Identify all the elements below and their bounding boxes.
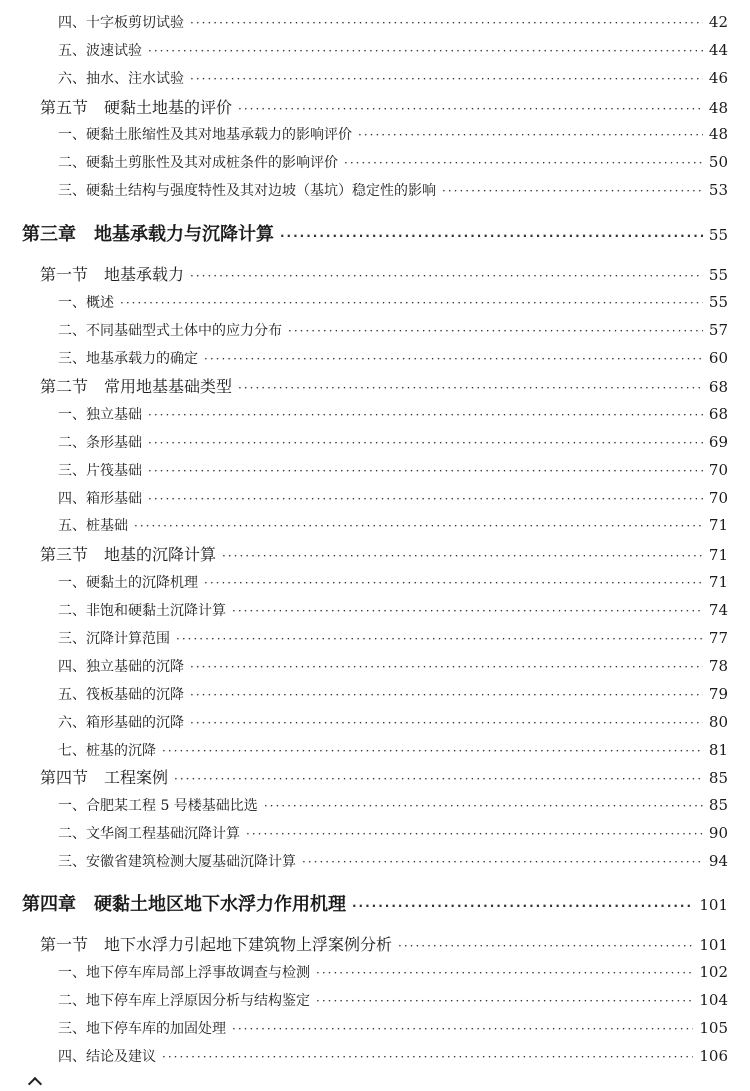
toc-entry-title: 三、安徽省建筑检测大厦基础沉降计算 — [58, 854, 296, 870]
toc-entry — [58, 962, 728, 982]
toc-entry-title: 三、沉降计算范围 — [58, 631, 170, 647]
toc-entry-title: 四、结论及建议 — [58, 1049, 156, 1065]
dot-leader — [148, 408, 703, 422]
toc-entry-page: 102 — [699, 963, 728, 981]
toc-entry — [58, 990, 728, 1010]
toc-entry-page: 105 — [699, 1019, 728, 1037]
toc-entry-title: 六、箱形基础的沉降 — [58, 715, 184, 731]
toc-section-title: 第一节 地下水浮力引起地下建筑物上浮案例分析 — [40, 935, 393, 954]
dot-leader — [134, 519, 703, 533]
toc-entry — [58, 68, 728, 88]
toc-entry-page: 94 — [708, 852, 728, 870]
dot-leader — [316, 994, 693, 1008]
toc-entry-title: 二、非饱和硬黏土沉降计算 — [58, 603, 226, 619]
toc-entry-page: 46 — [708, 69, 728, 87]
toc-entry-title: 一、合肥某工程 5 号楼基础比选 — [58, 798, 258, 814]
dot-leader — [120, 296, 703, 310]
dot-leader — [190, 660, 703, 674]
toc-entry — [58, 12, 728, 32]
toc-entry — [58, 628, 728, 648]
toc-entry-title: 二、文华阁工程基础沉降计算 — [58, 826, 240, 842]
toc-entry-page: 50 — [708, 153, 728, 171]
dot-leader — [246, 827, 703, 841]
toc-entry-title: 三、硬黏土结构与强度特性及其对边坡（基坑）稳定性的影响 — [58, 183, 436, 199]
dot-leader — [148, 436, 703, 450]
dot-leader — [344, 156, 703, 170]
dot-leader — [204, 576, 703, 590]
dot-leader — [280, 229, 703, 243]
dot-leader — [148, 44, 703, 58]
toc-entry-page: 106 — [699, 1047, 728, 1065]
toc-entry — [58, 460, 728, 480]
toc-entry-title: 五、波速试验 — [58, 43, 142, 59]
toc-section-title: 第五节 硬黏土地基的评价 — [40, 98, 233, 117]
dot-leader — [176, 632, 703, 646]
toc-entry-page: 104 — [699, 991, 728, 1009]
toc-section-title: 第二节 常用地基基础类型 — [40, 377, 233, 396]
toc-entry-page: 77 — [708, 629, 728, 647]
toc-entry — [58, 572, 728, 592]
toc-entry-page: 42 — [708, 13, 728, 31]
toc-section-title: 第三节 地基的沉降计算 — [40, 545, 217, 564]
toc-entry-title: 三、地基承载力的确定 — [58, 351, 198, 367]
dot-leader — [148, 464, 703, 478]
toc-chapter — [22, 220, 728, 246]
toc-chapter-title: 第四章 硬黏土地区地下水浮力作用机理 — [22, 894, 346, 915]
toc-entry — [58, 600, 728, 620]
toc-entry-page: 90 — [708, 824, 728, 842]
toc-entry-title: 四、箱形基础 — [58, 491, 142, 507]
dot-leader — [190, 72, 703, 86]
toc-entry-page: 53 — [708, 181, 728, 199]
toc-section — [40, 95, 728, 118]
toc-entry-title: 一、地下停车库局部上浮事故调查与检测 — [58, 965, 310, 981]
dot-leader — [190, 716, 703, 730]
toc-entry-title: 二、不同基础型式土体中的应力分布 — [58, 323, 282, 339]
dot-leader — [288, 324, 703, 338]
dot-leader — [204, 352, 703, 366]
toc-entry — [58, 348, 728, 368]
dot-leader — [398, 939, 693, 953]
toc-entry-title: 一、概述 — [58, 295, 114, 311]
toc-entry — [58, 432, 728, 452]
dot-leader — [238, 381, 703, 395]
toc-section-title: 第一节 地基承载力 — [40, 265, 185, 284]
toc-entry — [58, 656, 728, 676]
page-corner-mark-icon — [28, 1077, 42, 1091]
toc-section — [40, 765, 728, 788]
toc-section — [40, 262, 728, 285]
toc-entry — [58, 292, 728, 312]
toc-chapter-title: 第三章 地基承载力与沉降计算 — [22, 224, 274, 245]
toc-section-page: 55 — [708, 266, 728, 284]
toc-entry-title: 四、十字板剪切试验 — [58, 15, 184, 31]
toc-entry — [58, 684, 728, 704]
toc-section-page: 68 — [708, 378, 728, 396]
toc-entry — [58, 180, 728, 200]
dot-leader — [148, 492, 703, 506]
toc-entry-title: 二、硬黏土剪胀性及其对成桩条件的影响评价 — [58, 155, 338, 171]
toc-section-page: 71 — [708, 546, 728, 564]
dot-leader — [232, 1022, 693, 1036]
toc-entry-title: 五、桩基础 — [58, 518, 128, 534]
dot-leader — [162, 744, 703, 758]
toc-entry — [58, 795, 728, 815]
toc-entry-page: 80 — [708, 713, 728, 731]
dot-leader — [222, 549, 703, 563]
toc-entry-title: 四、独立基础的沉降 — [58, 659, 184, 675]
dot-leader — [358, 128, 703, 142]
dot-leader — [238, 102, 703, 116]
toc-entry — [58, 515, 728, 535]
toc-entry — [58, 488, 728, 508]
toc-entry-page: 70 — [708, 489, 728, 507]
toc-entry — [58, 152, 728, 172]
toc-entry-page: 60 — [708, 349, 728, 367]
toc-entry — [58, 851, 728, 871]
toc-entry-title: 五、筏板基础的沉降 — [58, 687, 184, 703]
toc-entry — [58, 712, 728, 732]
toc-entry-page: 71 — [708, 573, 728, 591]
toc-entry — [58, 823, 728, 843]
dot-leader — [442, 184, 703, 198]
dot-leader — [190, 269, 703, 283]
toc-entry-page: 69 — [708, 433, 728, 451]
toc-section — [40, 932, 728, 955]
toc-entry — [58, 404, 728, 424]
toc-chapter-page: 55 — [708, 226, 728, 244]
toc-entry — [58, 740, 728, 760]
toc-entry-page: 74 — [708, 601, 728, 619]
toc-entry-page: 57 — [708, 321, 728, 339]
toc-entry-page: 55 — [708, 293, 728, 311]
toc-entry-page: 71 — [708, 516, 728, 534]
toc-entry-page: 48 — [708, 125, 728, 143]
dot-leader — [232, 604, 703, 618]
dot-leader — [316, 966, 693, 980]
toc-section-page: 48 — [708, 99, 728, 117]
dot-leader — [352, 899, 693, 913]
toc-entry-title: 三、地下停车库的加固处理 — [58, 1021, 226, 1037]
toc-section-page: 85 — [708, 769, 728, 787]
toc-entry — [58, 124, 728, 144]
dot-leader — [264, 799, 703, 813]
toc-entry-title: 一、独立基础 — [58, 407, 142, 423]
toc-section — [40, 542, 728, 565]
dot-leader — [190, 688, 703, 702]
toc-entry-page: 70 — [708, 461, 728, 479]
toc-section — [40, 374, 728, 397]
toc-entry-title: 一、硬黏土胀缩性及其对地基承载力的影响评价 — [58, 127, 352, 143]
toc-entry-title: 一、硬黏土的沉降机理 — [58, 575, 198, 591]
toc-entry — [58, 1018, 728, 1038]
toc-entry — [58, 1046, 728, 1066]
dot-leader — [174, 772, 703, 786]
dot-leader — [162, 1050, 693, 1064]
toc-entry-page: 79 — [708, 685, 728, 703]
toc-chapter-page: 101 — [699, 896, 728, 914]
toc-section-page: 101 — [699, 936, 728, 954]
toc-entry-title: 七、桩基的沉降 — [58, 743, 156, 759]
toc-entry — [58, 320, 728, 340]
toc-entry-title: 六、抽水、注水试验 — [58, 71, 184, 87]
toc-entry-page: 44 — [708, 41, 728, 59]
toc-entry-page: 78 — [708, 657, 728, 675]
toc-entry-title: 二、条形基础 — [58, 435, 142, 451]
toc-chapter — [22, 890, 728, 916]
toc-entry — [58, 40, 728, 60]
dot-leader — [190, 16, 703, 30]
toc-entry-page: 85 — [708, 796, 728, 814]
toc-section-title: 第四节 工程案例 — [40, 768, 169, 787]
toc-entry-title: 二、地下停车库上浮原因分析与结构鉴定 — [58, 993, 310, 1009]
toc-entry-title: 三、片筏基础 — [58, 463, 142, 479]
dot-leader — [302, 855, 703, 869]
toc-entry-page: 81 — [708, 741, 728, 759]
toc-entry-page: 68 — [708, 405, 728, 423]
